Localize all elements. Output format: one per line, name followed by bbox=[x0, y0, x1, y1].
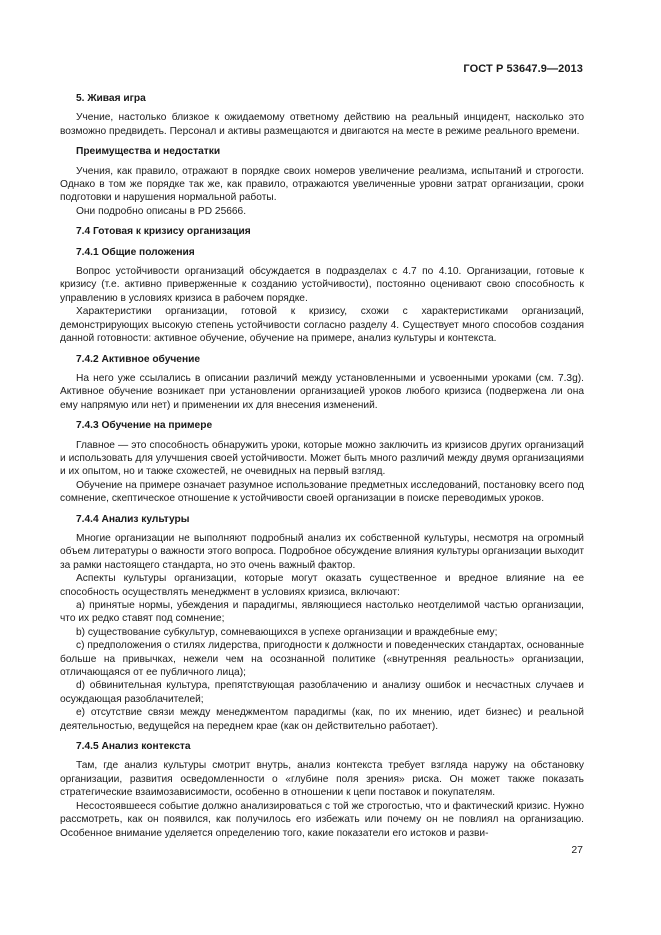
paragraph: Главное — это способность обнаружить уроки, которые можно заключить из кризисов других организаций и использовать для улучшения своей устойчивости. Может быть много различий между двумя организациями и их опытом, но и также схожестей, не очевидных на первый взгляд. bbox=[60, 439, 584, 478]
paragraph: Аспекты культуры организации, которые могут оказать существенное и вредное влияние на ее способность осуществлять менеджмент в условиях кризиса, включают: bbox=[60, 573, 584, 598]
section-heading: 7.4.2 Активное обучение bbox=[76, 353, 201, 365]
paragraph: Там, где анализ культуры смотрит внутрь, анализ контекста требует взгляда наружу на обстановку организации, развития осведомленности о «глубине поля зрения» риска. Он может также показать стратегические взаимозависимости, особенно в отношении к цепи поставок и покупателям. bbox=[60, 760, 584, 799]
document-body bbox=[60, 92, 584, 840]
paragraph: Они подробно описаны в PD 25666. bbox=[76, 205, 247, 217]
paragraph: Многие организации не выполняют подробный анализ их собственной культуры, несмотря на огромный объем литературы о важности этого вопроса. Подробное обсуждение влияния культуры организации выходит за рамки настоящего стандарта, но это очень важный фактор. bbox=[60, 532, 584, 571]
list-item: c) предположения о стилях лидерства, пригодности к должности и поведенческих стандартах, основанные больше на привычках, нежели чем на осознанной политике («внутренняя реальность» организации, отличающаяся от ее публичного лица); bbox=[60, 640, 584, 679]
section-heading: 7.4.5 Анализ контекста bbox=[76, 741, 191, 753]
list-item: a) принятые нормы, убеждения и парадигмы, являющиеся настолько неотделимой частью организации, что их редко ставят под сомнение; bbox=[60, 600, 584, 625]
paragraph: Обучение на примере означает разумное использование предметных исследований, постановку всего под сомнение, скептическое отношение к устойчивости своей организации в поиске переводимых уроков. bbox=[60, 479, 584, 505]
section-heading: 7.4.4 Анализ культуры bbox=[76, 513, 190, 525]
paragraph: Вопрос устойчивости организаций обсуждается в подразделах с 4.7 по 4.10. Организации, готовые к кризису (т.е. активно приверженные к созданию устойчивости), постоянно оценивают свою способность к управлению в условиях кризиса в рабочем порядке. bbox=[60, 266, 584, 304]
section-heading: 7.4.1 Общие положения bbox=[76, 246, 195, 258]
paragraph: Несостоявшееся событие должно анализироваться с той же строгостью, что и фактический кризис. Нужно рассмотреть, как он появился, как получилось его избежать или почему он не повлиял на организацию. Особенное внимание уделяется определению того, какие показатели его истоков и разви- bbox=[60, 800, 584, 839]
paragraph: Учение, настолько близкое к ожидаемому ответному действию на реальный инцидент, насколько это возможно предвидеть. Персонал и активы размещаются и двигаются на месте в режиме реального времени. bbox=[60, 112, 584, 137]
section-heading: 7.4 Готовая к кризису организация bbox=[76, 226, 251, 238]
list-item: d) обвинительная культура, препятствующая разоблачению и анализу ошибок и несчастных случаев и осуждающая разоблачителей; bbox=[60, 680, 584, 705]
section-heading: 7.4.3 Обучение на примере bbox=[76, 420, 213, 432]
standard-header: ГОСТ Р 53647.9—2013 bbox=[463, 63, 583, 75]
section-heading: 5. Живая игра bbox=[76, 93, 146, 104]
page-number: 27 bbox=[571, 844, 583, 856]
list-item: e) отсутствие связи между менеджментом парадигмы (как, по их мнению, идет бизнес) и реальной деятельностью, ведущейся на переднем крае (как он действительно работает). bbox=[60, 707, 584, 732]
paragraph: На него уже ссылались в описании различий между установленными и усвоенными уроками (см. 7.3g). Активное обучение возникает при установлении организацией уроков любого кризиса (подвержена ли она ему напрямую или нет) и применении их для внесения изменений. bbox=[60, 372, 584, 411]
paragraph: Учения, как правило, отражают в порядке своих номеров увеличение реализма, испытаний и строгости. Однако в том же порядке так же, как правило, отражаются увеличенные уровни затрат организации, сроки подготовки и нарушения нормальной работы. bbox=[60, 165, 584, 204]
paragraph: Характеристики организации, готовой к кризису, схожи с характеристиками организаций, демонстрирующих высокую степень устойчивости согласно разделу 4. Существует много способов создания данной готовности: активное обучение, обучение на примере, анализ культуры и контекста. bbox=[60, 306, 584, 345]
list-item: b) существование субкультур, сомневающихся в успехе организации и враждебные ему; bbox=[76, 626, 498, 638]
section-heading: Преимущества и недостатки bbox=[76, 146, 221, 158]
